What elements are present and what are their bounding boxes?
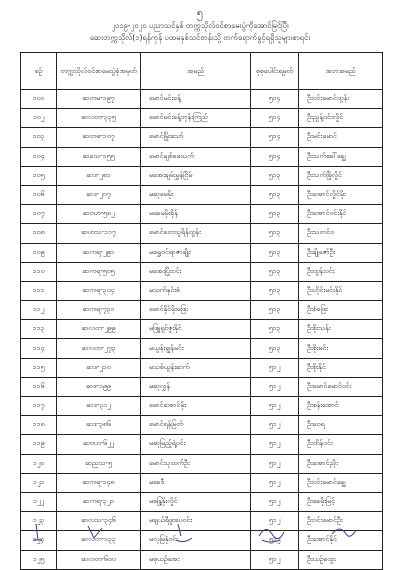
signature-mark (172, 522, 196, 544)
total-score-cell: ၅၁၂ (251, 550, 299, 569)
exam-id-cell: ဆခသ-၁၅၅ (57, 147, 141, 166)
exam-id-cell: ဆလတ-၂၇၃ (57, 339, 141, 358)
father-name-cell: ဦးသက်ဖြိုလှိုင် (299, 166, 383, 185)
exam-id-cell: ဆဗဟ-၆၂၂ (57, 435, 141, 454)
table-row (21, 166, 383, 185)
father-name-cell: ဦးအောင်လှိုင်မိုး (299, 185, 383, 204)
total-score-cell: ၅၁၃ (251, 224, 299, 243)
row-number-cell: ၁၁၅ (21, 358, 57, 377)
row-number-cell: ၁၀၆ (21, 185, 57, 204)
father-name-cell: ဦးခေမိုးမြင့် (299, 492, 383, 511)
student-name-cell: မောင်သုထက်ဦး (141, 454, 251, 473)
exam-id-cell: ဆတဖ-၁၀၇ (57, 128, 141, 147)
exam-id-cell: ဆဗဟ-၅၈၂ (57, 205, 141, 224)
signature-mark (328, 522, 358, 544)
table-row (21, 377, 383, 396)
row-number-cell: ၁၀၁ (21, 90, 57, 109)
document-title (18, 20, 382, 44)
table-row (21, 320, 383, 339)
exam-id-cell: ဆလသ-၃၄၆ (57, 512, 141, 531)
exam-id-cell: ဆလတ-၁၃၃ (57, 531, 141, 550)
father-name-cell: ဦးယဉ်ထွေး (299, 550, 383, 569)
table-row (21, 281, 383, 300)
row-number-cell: ၁၁၇ (21, 397, 57, 416)
row-number-cell: ၁၁၈ (21, 416, 57, 435)
total-score-cell: ၅၁၂ (251, 492, 299, 511)
exam-id-cell: ဆဒ-၂၁၀ (57, 358, 141, 377)
student-name-cell: မအေးချမ်းမွှန်ငြိမ် (141, 166, 251, 185)
header-score: စုစုပေါင်းရမှတ် (251, 53, 299, 90)
table-row (21, 128, 383, 147)
student-name-cell: မစန္ဒြနိုးလှိုင် (141, 492, 251, 511)
table-row (21, 358, 383, 377)
total-score-cell: ၅၁၂ (251, 531, 299, 550)
exam-id-cell: ဆဒ-၂၀၇ (57, 185, 141, 204)
row-number-cell: ၁၁၉ (21, 435, 57, 454)
father-name-cell: ဦးထိန်ဝင်း (299, 435, 383, 454)
student-name-cell: မဖြူရှင်ဇူးနိုင် (141, 320, 251, 339)
father-name-cell: ဦးစံဖြေး (299, 301, 383, 320)
total-score-cell: ၅၁၃ (251, 320, 299, 339)
exam-id-cell: ဆဟသ-၁၁၇ (57, 224, 141, 243)
total-score-cell: ၅၁၄ (251, 147, 299, 166)
table-row (21, 205, 383, 224)
total-score-cell: ၅၁၄ (251, 90, 299, 109)
table-row (21, 454, 383, 473)
father-name-cell: ဦးညွန့်ဝင်းလှိုင် (299, 109, 383, 128)
row-number-cell: ၁၀၃ (21, 128, 57, 147)
header-father-name: အဘအမည် (299, 53, 383, 90)
student-name-cell: မချယ်ရီဖူးပေဝင်း (141, 512, 251, 531)
table-row (21, 339, 383, 358)
row-number-cell: ၁၁၂ (21, 301, 57, 320)
exam-id-cell: ဆညသ-၅ (57, 454, 141, 473)
total-score-cell: ၅၁၄ (251, 128, 299, 147)
father-name-cell: ဦးစိုးနိုင် (299, 358, 383, 377)
total-score-cell: ၅၁၂ (251, 454, 299, 473)
exam-id-cell: ဆကရ-၇၃၁ (57, 301, 141, 320)
row-number-cell: ၁၂၀ (21, 454, 57, 473)
father-name-cell: ဦးဟိုင်းမင်းနိုင် (299, 281, 383, 300)
student-name-cell: မောင်မြိုးသော် (141, 128, 251, 147)
exam-id-cell: ဆလတ-၆၀၀ (57, 550, 141, 569)
total-score-cell: ၅၁၃ (251, 243, 299, 262)
total-score-cell: ၅၁၂ (251, 377, 299, 396)
student-name-cell: မောင်ချစ်ဖေသက် (141, 147, 251, 166)
row-number-cell: ၁၁၄ (21, 339, 57, 358)
total-score-cell: ၅၁၄ (251, 109, 299, 128)
table-header-row (21, 53, 383, 90)
student-name-cell: မဆုမြည့်ရဲ့ဝင်း (141, 435, 251, 454)
page-number: ၅ (196, 6, 204, 19)
father-name-cell: ဦးချိုဇော်ဦး (299, 243, 383, 262)
title-line-1: ၂၀၁၉-၂၀၂၀ ပညာသင်နှစ် တက္ကသိုလ်ဝင်စာမေးပွဲကိုအောင်မြင်ပြီး (111, 21, 289, 30)
student-name-cell: မသစ်ယွန်းဆက် (141, 358, 251, 377)
student-name-cell: မောင်မင်းခန့် (141, 90, 251, 109)
father-name-cell: ဦးစန်းအောင် (299, 397, 383, 416)
row-number-cell: ၁၁၁ (21, 281, 57, 300)
total-score-cell: ၅၁၃ (251, 281, 299, 300)
row-number-cell: ၁၀၂ (21, 109, 57, 128)
table-row (21, 262, 383, 281)
row-number-cell: ၁၂၄ (21, 531, 57, 550)
father-name-cell: ဦးဝင်းမောင်ထွန်း (299, 90, 383, 109)
total-score-cell: ၅၁၃ (251, 185, 299, 204)
exam-id-cell: ဆတမ-၁၉၇ (57, 90, 141, 109)
student-name-cell: မဆုမေမိုး (141, 185, 251, 204)
total-score-cell: ၅၁၂ (251, 397, 299, 416)
table-row (21, 397, 383, 416)
row-number-cell: ၁၂၃ (21, 512, 57, 531)
exam-id-cell: ဆလတ-၃၃၅ (57, 109, 141, 128)
signature-mark (30, 522, 50, 544)
row-number-cell: ၁၂၅ (21, 550, 57, 569)
results-table (20, 52, 383, 570)
table-body (21, 90, 383, 570)
student-name-cell: မသက်နှင်းစံ (141, 281, 251, 300)
student-name-cell: မယွန်းချွန်မင်း (141, 339, 251, 358)
row-number-cell: ၁၀၈ (21, 224, 57, 243)
student-name-cell: မအေးပြိုးဝင်း (141, 262, 251, 281)
row-number-cell: ၁၀၉ (21, 243, 57, 262)
student-name-cell: မခေဒီ (141, 473, 251, 492)
table-row (21, 109, 383, 128)
father-name-cell: ဦးဝင်းမောင်ဦး (299, 512, 383, 531)
total-score-cell: ၅၁၃ (251, 301, 299, 320)
exam-id-cell: ဆဒ-၃၁၂ (57, 397, 141, 416)
exam-id-cell: ဆကရ-၂၉၁ (57, 243, 141, 262)
table-row (21, 492, 383, 511)
table-row (21, 224, 383, 243)
exam-id-cell: ဆကရ-၃၂၁ (57, 492, 141, 511)
father-name-cell: ဦးမင်းမောင် (299, 128, 383, 147)
father-name-cell: ဦးအောင်နိုင် (299, 531, 383, 550)
total-score-cell: ၅၁၂ (251, 416, 299, 435)
row-number-cell: ၁၂၁ (21, 473, 57, 492)
header-name: အမည် (141, 53, 251, 90)
row-number-cell: ၁၀၇ (21, 205, 57, 224)
row-number-cell: ၁၁၀ (21, 262, 57, 281)
total-score-cell: ၅၁၃ (251, 205, 299, 224)
signature-row (20, 522, 382, 546)
table-row (21, 435, 383, 454)
table-row (21, 473, 383, 492)
father-name-cell: ဦးအောင်ညိုး (299, 454, 383, 473)
father-name-cell: ဦးဝင်းမောင်ချွေ (299, 473, 383, 492)
row-number-cell: ၁၁၆ (21, 377, 57, 396)
total-score-cell: ၅၁၂ (251, 435, 299, 454)
father-name-cell: ဦးမောင်မောင်ဝင်း (299, 377, 383, 396)
exam-id-cell: ဆဒ-၂၈၁ (57, 166, 141, 185)
father-name-cell: ဦးသတင်ဝ (299, 224, 383, 243)
father-name-cell: ဦးသက်ခေါ်ချွေ (299, 147, 383, 166)
total-score-cell: ၅၁၂ (251, 358, 299, 377)
father-name-cell: ဦးထွန်းဝင်း (299, 262, 383, 281)
table-row (21, 550, 383, 569)
title-line-2: ဆေးတက္ကသိုလ်(၁)ရန်ကုန် ပထမနှစ်သင်တန်းသို့ တက်ရောက်ခွင့်ရရှိသူများစာရင်း (89, 33, 311, 42)
student-name-cell: မဆုလွှန် (141, 377, 251, 396)
exam-id-cell: ဆကရ-၅၀၅ (57, 262, 141, 281)
signature-mark (84, 522, 108, 544)
table-row (21, 243, 383, 262)
father-name-cell: ဦးစိုးမင်း (299, 339, 383, 358)
row-number-cell: ၁၂၂ (21, 492, 57, 511)
exam-id-cell: ဆဒ-၃၈၆ (57, 416, 141, 435)
exam-id-cell: ဆကရ-၃၀၄ (57, 281, 141, 300)
exam-id-cell: ဆလတ-၂၉၉ (57, 320, 141, 339)
row-number-cell: ၁၀၅ (21, 166, 57, 185)
table-row (21, 416, 383, 435)
student-name-cell: မောင်အောင်မိုး (141, 397, 251, 416)
student-name-cell: မောင်မင်းခန့်ဘုန်းကြည် (141, 109, 251, 128)
total-score-cell: ၅၁၂ (251, 473, 299, 492)
exam-id-cell: ဆကရ-၁၄၈ (57, 473, 141, 492)
row-number-cell: ၁၀၄ (21, 147, 57, 166)
father-name-cell: ဦးဝေရ (299, 416, 383, 435)
exam-id-cell: ဆဒ-၁၉၉ (57, 377, 141, 396)
table-row (21, 90, 383, 109)
student-name-cell: မလှမြနုံဝင်း (141, 531, 251, 550)
table-row (21, 147, 383, 166)
total-score-cell: ၅၁၃ (251, 262, 299, 281)
father-name-cell: ဦးအောင်ဝင်းနိုင် (299, 205, 383, 224)
row-number-cell: ၁၁၃ (21, 320, 57, 339)
student-name-cell: မခေမမိုးခိုန် (141, 205, 251, 224)
header-no: စဉ် (21, 53, 57, 90)
student-name-cell: မရွှေဝင်ရာဇာချိုး (141, 243, 251, 262)
table-row (21, 301, 383, 320)
student-name-cell: မောင်ရန်မြတ် (141, 416, 251, 435)
total-score-cell: ၅၁၃ (251, 166, 299, 185)
student-name-cell: မောင်နိုင်မိုးဖြေး (141, 301, 251, 320)
total-score-cell: ၅၁၂ (251, 512, 299, 531)
student-name-cell: မောင်တေသူရိန်ထွန်း (141, 224, 251, 243)
header-exam-id: တက္ကသိုလ်ဝင်စာမေးပွဲခုံအမှတ် (57, 53, 141, 90)
signature-mark (256, 522, 286, 544)
total-score-cell: ၅၁၃ (251, 339, 299, 358)
father-name-cell: ဦးစိုးသန်း (299, 320, 383, 339)
student-name-cell: မစုယဉ်အေး (141, 550, 251, 569)
table-row (21, 185, 383, 204)
